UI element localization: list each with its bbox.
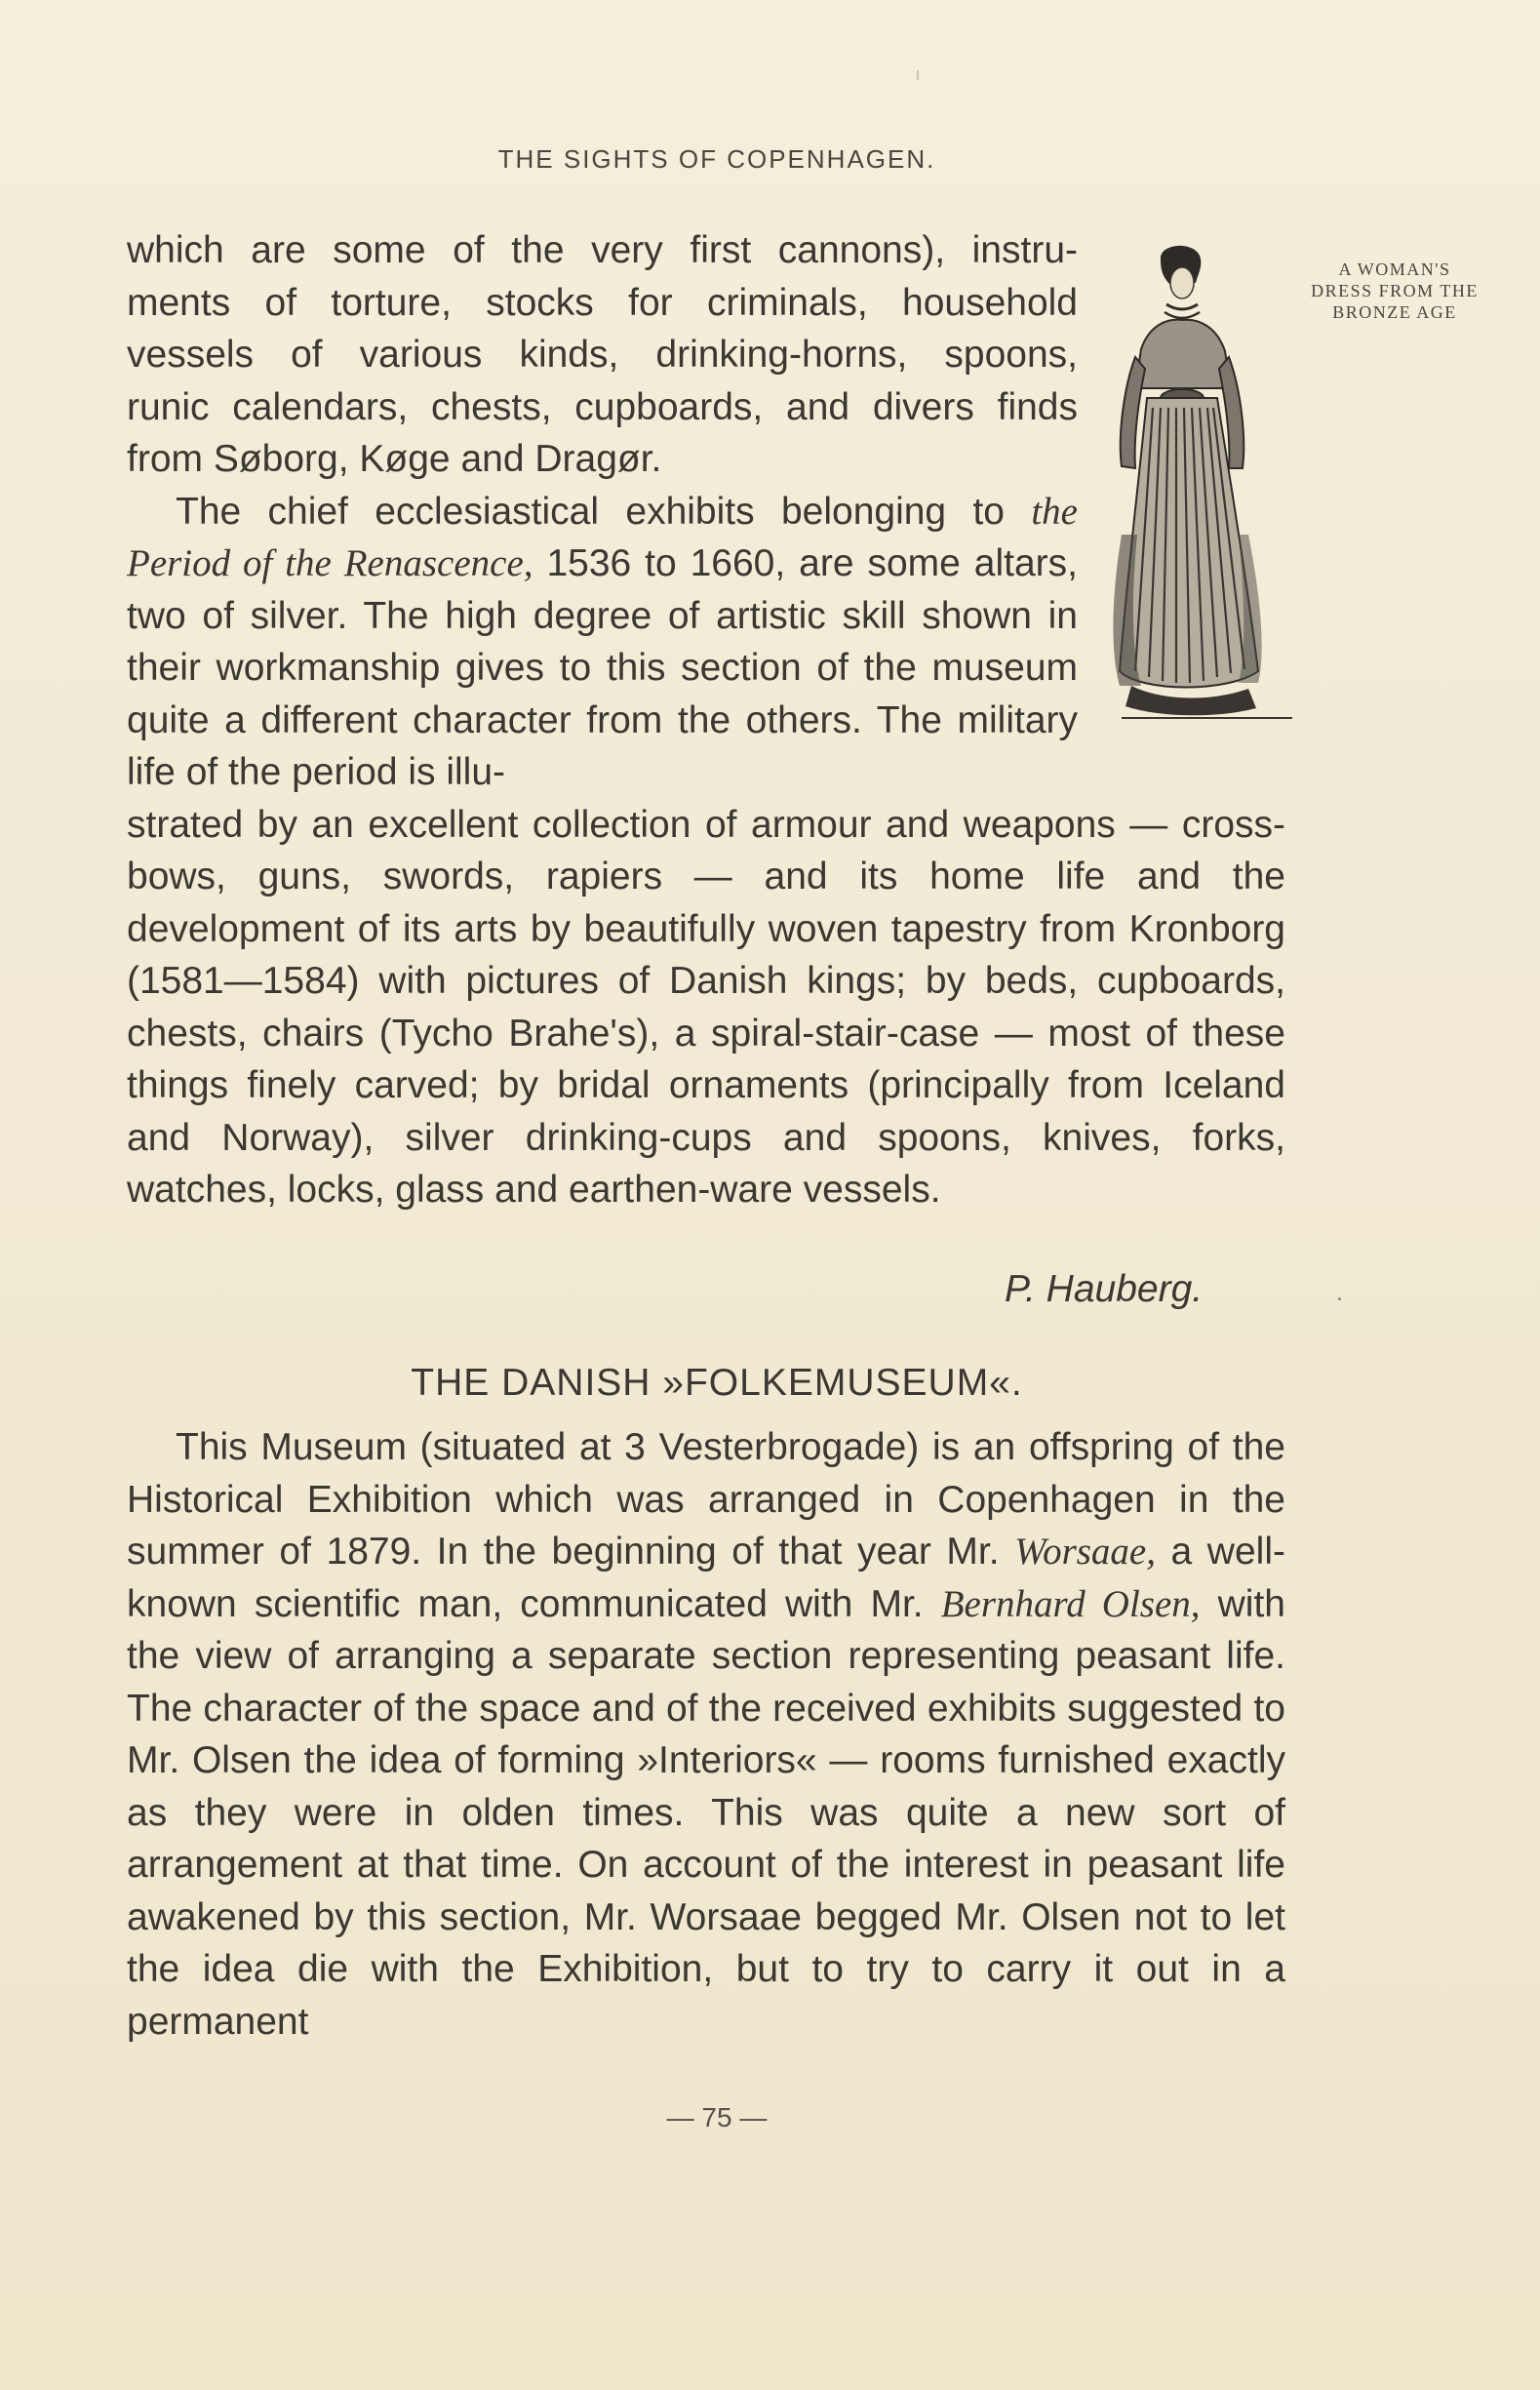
section-heading: THE DANISH »FOLKEMUSEUM«. <box>411 1362 1023 1404</box>
text-line: from Søborg, Køge and Dragør. <box>127 438 662 480</box>
text-line: vessels of various kinds, drinking-horns, spoons, <box>127 334 1078 376</box>
text-block-lower <box>127 1421 1285 2048</box>
running-head: THE SIGHTS OF COPENHAGEN. <box>497 144 936 174</box>
paragraph-continuation <box>127 224 1078 486</box>
paragraph-text: 1536 to 1660, are some altars, two of silver. The high degree of artistic skill shown in their workmanship gives to this section of the museum quite a different character from the others. The military life of the period is illu- <box>127 542 1078 793</box>
figure-bronze-age-woman <box>1102 242 1292 764</box>
paragraph-text: This Museum (situated at 3 Vesterbrogade) is an offspring of the Historical Exhibition which was arranged in Copenhagen in the summer of 1879. In the beginning of that year Mr. <box>127 1426 1285 1573</box>
paragraph-folkemuseum <box>127 1421 1285 2048</box>
period-name: the Period of the Renascence, <box>127 490 1078 584</box>
paragraph-renascence-cont: strated by an excellent collection of armour and weapons — cross-bows, guns, swords, rapiers — and its home life and the development of its arts by beautifully woven tapestry from Kronborg (1581—1584) with pictures of Danish kings; by beds, cupboards, chests, chairs (Tycho Brahe's), a spiral-stair-case — most of these things finely carved; by bridal ornaments (principally from Iceland and Norway), silver drinking-cups and spoons, knives, forks, watches, locks, glass and earthen-ware vessels. <box>127 803 1285 1211</box>
text-line: ments of torture, stocks for criminals, household <box>127 281 1078 324</box>
paragraph-text: The chief ecclesiastical exhibits belonging to <box>176 490 1032 533</box>
figure-caption: A WOMAN'S DRESS FROM THE BRONZE AGE <box>1311 259 1479 322</box>
paragraph-text: with the view of arranging a separate section representing peasant life. The character of the space and of the received exhibits suggested to Mr. Olsen the idea of forming »Interiors« — rooms furnished exactly as they were in olden times. This was quite a new sort of arrangement at that time. On account of the interest in peasant life awakened by this section, Mr. Worsaae begged Mr. Olsen not to let the idea die with the Exhibition, but to try to carry it out in a permanent <box>127 1582 1285 2043</box>
paragraph-text: a well-known scientific man, communicated with Mr. <box>127 1531 1285 1625</box>
person-name: Worsaae, <box>1014 1531 1156 1573</box>
author-signature: P. Hauberg. <box>1005 1268 1204 1310</box>
paragraph-renascence <box>127 486 1078 799</box>
person-name: Bernhard Olsen, <box>940 1582 1201 1625</box>
paper-speck <box>917 70 919 80</box>
woman-figure-icon <box>1102 242 1292 764</box>
text-line: which are some of the very first cannons), instru- <box>127 229 1078 271</box>
page-number: — 75 — <box>666 2102 768 2132</box>
paper-speck <box>1338 1297 1341 1300</box>
text-line: runic calendars, chests, cupboards, and divers finds <box>127 385 1078 428</box>
